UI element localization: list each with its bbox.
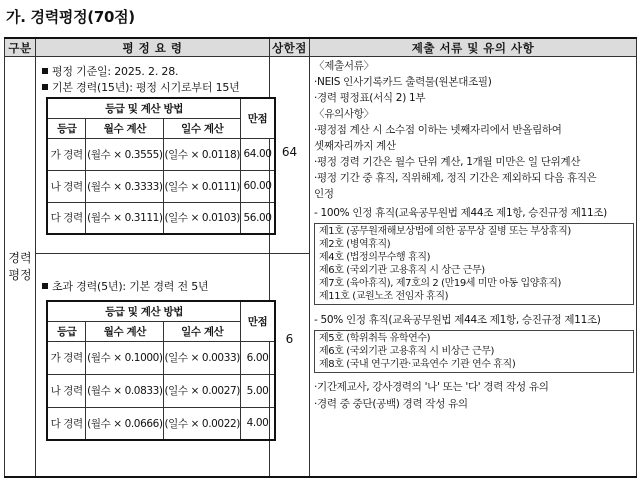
header-documents: 제출 서류 및 유의 사항 xyxy=(310,38,637,57)
basic-calc-table xyxy=(46,97,276,235)
list-item: 제5호 (학위취득 유학연수) xyxy=(319,333,431,344)
limit-cell-extra: 6 xyxy=(270,254,310,478)
max-cell: 64.00 xyxy=(241,138,275,170)
category-cell xyxy=(5,57,36,478)
bullet-icon xyxy=(42,68,48,74)
grade-cell: 가 경력 xyxy=(47,138,86,170)
tail-note: ·기간제교사, 강사경력의 '나' 또는 '다' 경력 작성 유의 xyxy=(314,381,549,393)
max-cell: 5.00 xyxy=(241,374,275,407)
note-item: ·평정 경력 기간은 월수 단위 계산, 1개월 미만은 일 단위계산 xyxy=(314,156,581,168)
max-cell: 60.00 xyxy=(241,170,275,202)
table-row xyxy=(47,138,275,170)
category-label: 경력평정 xyxy=(8,250,32,282)
limit-cell-basic: 64 xyxy=(270,57,310,254)
monthly-cell: (월수 × 0.0666) xyxy=(86,407,164,440)
bullet-icon xyxy=(42,283,48,289)
table-row xyxy=(47,202,275,234)
header-row xyxy=(5,38,637,57)
daily-cell: (일수 × 0.0111) xyxy=(164,170,241,202)
criteria-cell-extra xyxy=(36,254,270,478)
extra-calc-table xyxy=(46,300,276,441)
list-item: 제7호 (육아휴직), 제7호의 2 (만19세 미만 아동 입양휴직) xyxy=(319,278,561,289)
monthly-cell: (월수 × 0.3111) xyxy=(86,202,164,234)
notes-title: 〈유의사항〉 xyxy=(314,108,374,120)
half-recognition-title: - 50% 인정 휴직(교육공무원법 제44조 제1항, 승진규정 제11조) xyxy=(314,314,601,326)
tail-note: ·경력 중 중단(공백) 경력 작성 유의 xyxy=(314,398,468,410)
monthly-cell: (월수 × 0.0833) xyxy=(86,374,164,407)
list-item: 제4호 (법정의무수행 휴직) xyxy=(319,252,431,263)
submit-item: ·경력 평정표(서식 2) 1부 xyxy=(314,92,426,104)
content-row-basic xyxy=(5,57,637,254)
method-header: 등급 및 계산 방법 xyxy=(47,301,241,321)
grade-header: 등급 xyxy=(47,118,86,138)
monthly-header: 월수 계산 xyxy=(86,321,164,341)
method-header: 등급 및 계산 방법 xyxy=(47,98,241,118)
monthly-cell: (월수 × 0.3333) xyxy=(86,170,164,202)
monthly-cell: (월수 × 0.3555) xyxy=(86,138,164,170)
note-item: ·평정점 계산 시 소수점 이하는 넷째자리에서 반올림하여 xyxy=(314,124,562,136)
note-item: ·평정 기간 중 휴직, 직위해제, 정직 기간은 제외하되 다음 휴직은 xyxy=(314,172,597,184)
grade-cell: 나 경력 xyxy=(47,170,86,202)
max-header: 만점 xyxy=(241,301,275,341)
daily-cell: (일수 × 0.0022) xyxy=(164,407,241,440)
max-cell: 4.00 xyxy=(241,407,275,440)
monthly-header: 월수 계산 xyxy=(86,118,164,138)
list-item: 제1호 (공무원재해보상법에 의한 공무상 질병 또는 부상휴직) xyxy=(319,226,571,237)
max-cell: 6.00 xyxy=(241,341,275,374)
list-item: 제8호 (국내 연구기관·교육연수 기관 연수 휴직) xyxy=(319,359,516,370)
list-item: 제6호 (국외기관 고용휴직 시 비상근 근무) xyxy=(319,346,495,357)
extra-career-text: 초과 경력(5년): 기본 경력 전 5년 xyxy=(52,280,209,293)
note-item: 인정 xyxy=(314,188,334,200)
grade-header: 등급 xyxy=(47,321,86,341)
monthly-cell: (월수 × 0.1000) xyxy=(86,341,164,374)
full-recognition-box xyxy=(314,223,634,305)
section-heading: 가. 경력평정(70점) xyxy=(6,8,135,26)
list-item: 제6호 (국외기관 고용휴직 시 상근 근무) xyxy=(319,265,485,276)
daily-cell: (일수 × 0.0033) xyxy=(164,341,241,374)
half-recognition-box xyxy=(314,330,634,373)
table-row xyxy=(47,407,275,440)
list-item: 제2호 (병역휴직) xyxy=(319,239,391,250)
table-row xyxy=(47,341,275,374)
grade-cell: 다 경력 xyxy=(47,407,86,440)
header-limit: 상한점 xyxy=(270,38,310,57)
base-date-line xyxy=(42,63,178,79)
extra-career-line xyxy=(42,278,208,294)
base-date-text: 평정 기준일: 2025. 2. 28. xyxy=(52,65,179,78)
basic-career-line xyxy=(42,79,240,95)
documents-cell xyxy=(310,57,637,478)
full-recognition-title: - 100% 인정 휴직(교육공무원법 제44조 제1항, 승진규정 제11조) xyxy=(314,207,607,219)
daily-cell: (일수 × 0.0118) xyxy=(164,138,241,170)
table-row xyxy=(47,374,275,407)
header-category: 구분 xyxy=(5,38,36,57)
basic-career-text: 기본 경력(15년): 평정 시기로부터 15년 xyxy=(52,81,240,94)
submit-item: ·NEIS 인사기록카드 출력물(원본대조필) xyxy=(314,76,492,88)
career-evaluation-table xyxy=(4,37,637,478)
note-item: 셋째자리까지 계산 xyxy=(314,140,396,152)
list-item: 제11호 (교원노조 전임자 휴직) xyxy=(319,291,449,302)
header-criteria: 평 정 요 령 xyxy=(36,38,270,57)
daily-header: 일수 계산 xyxy=(164,118,241,138)
max-cell: 56.00 xyxy=(241,202,275,234)
daily-cell: (일수 × 0.0027) xyxy=(164,374,241,407)
table-row xyxy=(47,170,275,202)
grade-cell: 나 경력 xyxy=(47,374,86,407)
grade-cell: 다 경력 xyxy=(47,202,86,234)
max-header: 만점 xyxy=(241,98,275,138)
submit-title: 〈제출서류〉 xyxy=(314,60,374,72)
grade-cell: 가 경력 xyxy=(47,341,86,374)
daily-cell: (일수 × 0.0103) xyxy=(164,202,241,234)
bullet-icon xyxy=(42,84,48,90)
criteria-cell-basic xyxy=(36,57,270,254)
daily-header: 일수 계산 xyxy=(164,321,241,341)
